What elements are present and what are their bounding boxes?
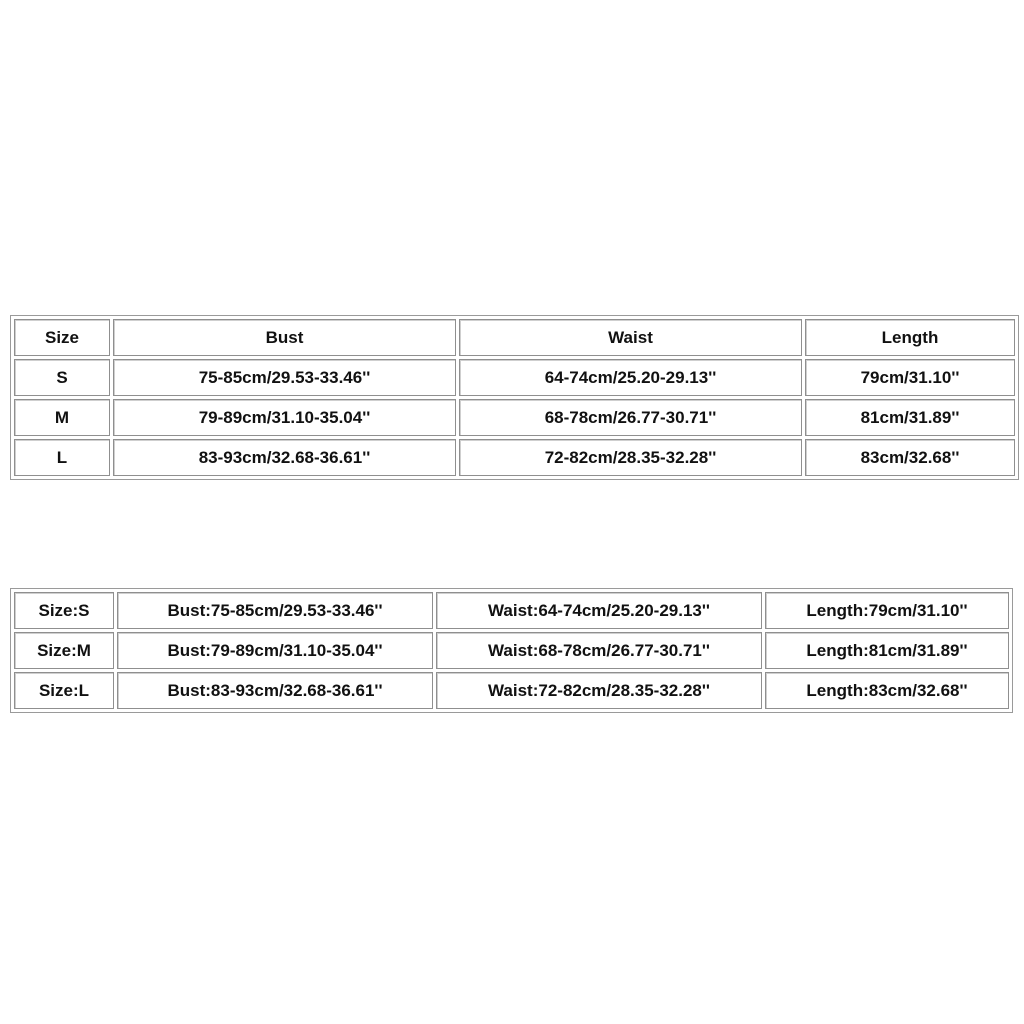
- bust-cell: 75-85cm/29.53-33.46'': [113, 359, 456, 396]
- size-cell: Size:S: [14, 592, 114, 629]
- bust-cell: 79-89cm/31.10-35.04'': [113, 399, 456, 436]
- table-row: [14, 632, 1009, 669]
- table-row: [14, 399, 1015, 436]
- waist-cell: Waist:68-78cm/26.77-30.71'': [436, 632, 762, 669]
- size-chart-labeled-table: [10, 588, 1013, 713]
- bust-cell: Bust:75-85cm/29.53-33.46'': [117, 592, 433, 629]
- size-chart-table: [10, 315, 1019, 480]
- table-row: [14, 592, 1009, 629]
- size-cell: Size:L: [14, 672, 114, 709]
- table-header-row: [14, 319, 1015, 356]
- header-size: Size: [14, 319, 110, 356]
- header-bust: Bust: [113, 319, 456, 356]
- header-length: Length: [805, 319, 1015, 356]
- bust-cell: 83-93cm/32.68-36.61'': [113, 439, 456, 476]
- header-waist: Waist: [459, 319, 802, 356]
- waist-cell: 72-82cm/28.35-32.28'': [459, 439, 802, 476]
- bust-cell: Bust:83-93cm/32.68-36.61'': [117, 672, 433, 709]
- length-cell: Length:83cm/32.68'': [765, 672, 1009, 709]
- table-row: [14, 672, 1009, 709]
- waist-cell: 64-74cm/25.20-29.13'': [459, 359, 802, 396]
- length-cell: 79cm/31.10'': [805, 359, 1015, 396]
- size-cell: S: [14, 359, 110, 396]
- table-row: [14, 359, 1015, 396]
- waist-cell: 68-78cm/26.77-30.71'': [459, 399, 802, 436]
- length-cell: Length:81cm/31.89'': [765, 632, 1009, 669]
- waist-cell: Waist:72-82cm/28.35-32.28'': [436, 672, 762, 709]
- length-cell: 81cm/31.89'': [805, 399, 1015, 436]
- table-row: [14, 439, 1015, 476]
- length-cell: 83cm/32.68'': [805, 439, 1015, 476]
- bust-cell: Bust:79-89cm/31.10-35.04'': [117, 632, 433, 669]
- size-cell: L: [14, 439, 110, 476]
- waist-cell: Waist:64-74cm/25.20-29.13'': [436, 592, 762, 629]
- size-cell: M: [14, 399, 110, 436]
- size-cell: Size:M: [14, 632, 114, 669]
- length-cell: Length:79cm/31.10'': [765, 592, 1009, 629]
